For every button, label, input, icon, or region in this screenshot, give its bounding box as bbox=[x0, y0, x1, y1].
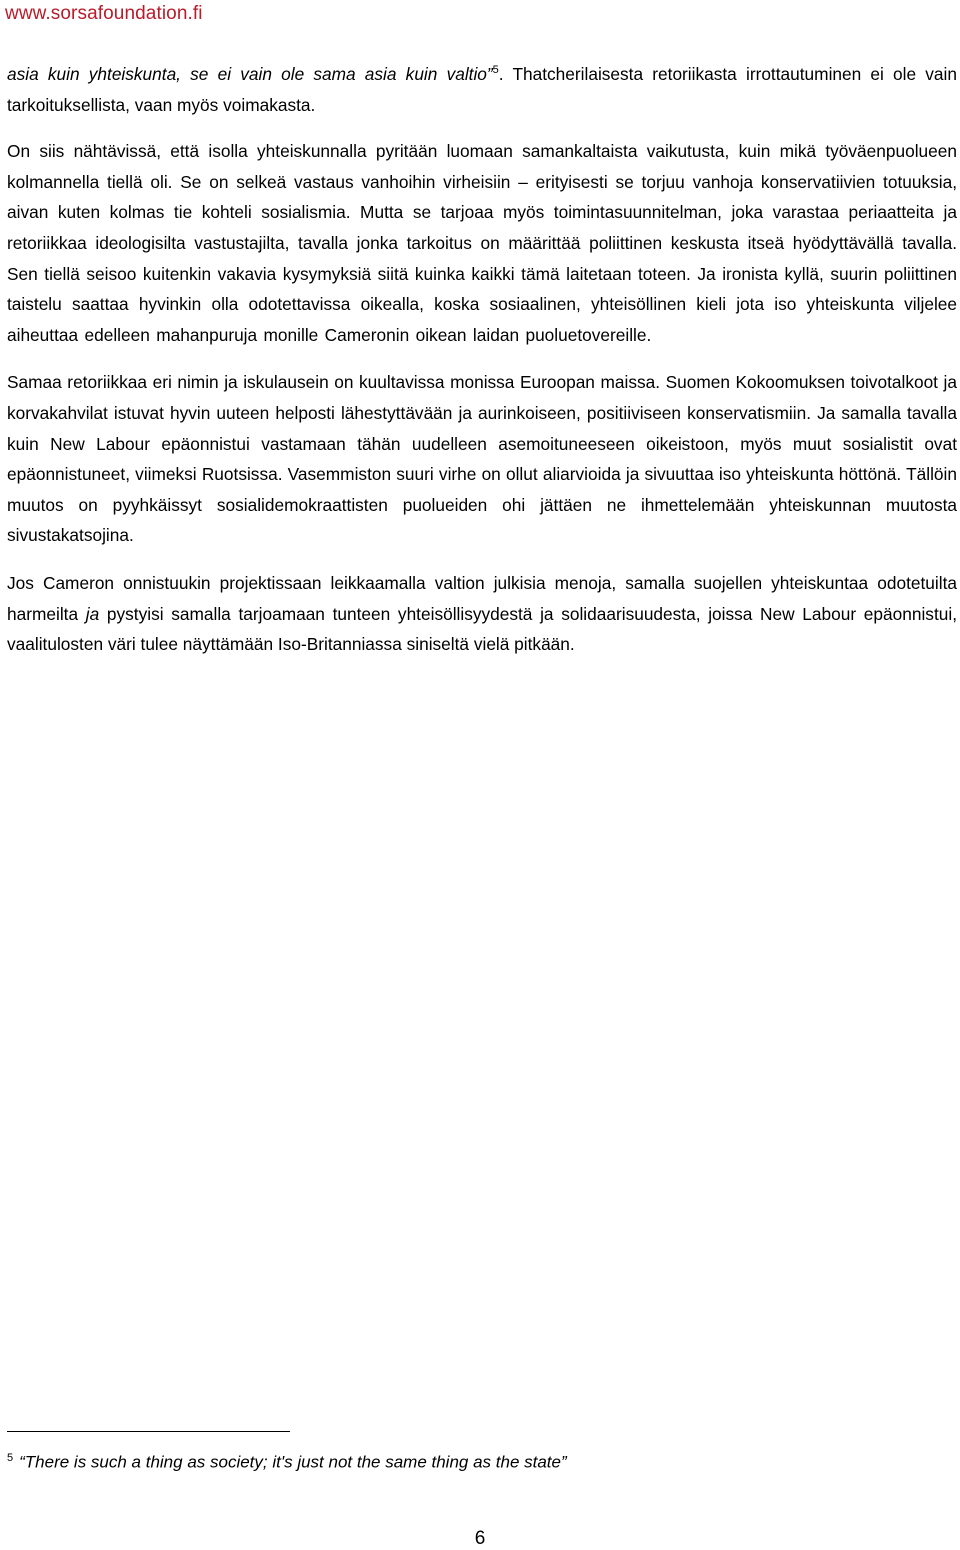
footnote-text: “There is such a thing as society; it's just not the same thing as the state” bbox=[19, 1452, 567, 1472]
paragraph-2: On siis nähtävissä, että isolla yhteiskunnalla pyritään luomaan samankaltaista vaikutusta, kuin mikä työväenpuolueen kolmannella tiellä oli. Se on selkeä vastaus vanhoihin virheisiin – erityisesti se torjuu vanhoja konservatiivien totuuksia, aivan kuten kolmas tie kohteli sosialismia. Mutta se tarjoaa myös toimintasuunnitelman, joka varastaa periaatteita ja retoriikkaa ideologisilta vastustajilta, tavalla jonka tarkoitus on määrittää poliittinen keskusta itseä hyödyttävällä tavalla. Sen tiellä seisoo kuitenkin vakavia kysymyksiä siitä kuinka kaikki tämä laitetaan toteen. Ja ironista kyllä, suurin poliittinen taistelu saattaa hyvinkin olla odotettavissa oikealla, koska sosiaalinen, yhteisöllinen kieli jota iso yhteiskunta viljelee aiheuttaa edelleen mahanpuruja monille Cameronin oikean laidan puoluetovereille. bbox=[7, 141, 957, 345]
paragraph-4 bbox=[7, 568, 957, 660]
footnote-divider bbox=[7, 1431, 290, 1432]
document-body bbox=[7, 59, 957, 677]
page-number: 6 bbox=[474, 1528, 486, 1549]
footnote bbox=[7, 1447, 567, 1474]
site-header-url[interactable]: www.sorsafoundation.fi bbox=[5, 3, 203, 24]
paragraph-4-text-b: pystyisi samalla tarjoamaan tunteen yhteisöllisyydestä ja solidaarisuudesta, joissa New Labour epäonnistui, vaalitulosten väri tulee näyttämään Iso-Britanniassa siniseltä vielä pitkään. bbox=[7, 603, 957, 655]
quote-italic: asia kuin yhteiskunta, se ei vain ole sama asia kuin valtio” bbox=[7, 64, 493, 84]
paragraph-4-text-a: Jos Cameron onnistuukin projektissaan leikkaamalla valtion julkisia menoja, samalla suojellen yhteiskuntaa odotetuilta harmeilta bbox=[7, 572, 957, 624]
footnote-ref[interactable]: 5 bbox=[492, 64, 499, 77]
paragraph-1 bbox=[7, 59, 957, 120]
paragraph-3: Samaa retoriikkaa eri nimin ja iskulausein on kuultavissa monissa Euroopan maissa. Suomen Kokoomuksen toivotalkoot ja korvakahvilat istuvat hyvin uuteen helposti lähestyttävään ja aurinkoiseen, positiiviseen konservatismiin. Ja samalla tavalla kuin New Labour epäonnistui vastamaan tähän uudelleen asemoituneeseen oikeistoon, myös muut sosialistit ovat epäonnistuneet, viimeksi Ruotsissa. Vasemmiston suuri virhe on ollut aliarvioida ja sivuuttaa iso yhteiskunta höttönä. Tällöin muutos on pyyhkäissyt sosialidemokraattisten puolueiden ohi jättäen ne ihmettelemään yhteiskunnan muutosta sivustakatsojina. bbox=[7, 372, 957, 546]
paragraph-4-italic: ja bbox=[85, 603, 100, 624]
paragraph-1-text: . Thatcherilaisesta retoriikasta irrottautuminen ei ole vain tarkoituksellista, vaan myös voimakasta. bbox=[7, 64, 957, 115]
footnote-number: 5 bbox=[7, 1452, 14, 1464]
